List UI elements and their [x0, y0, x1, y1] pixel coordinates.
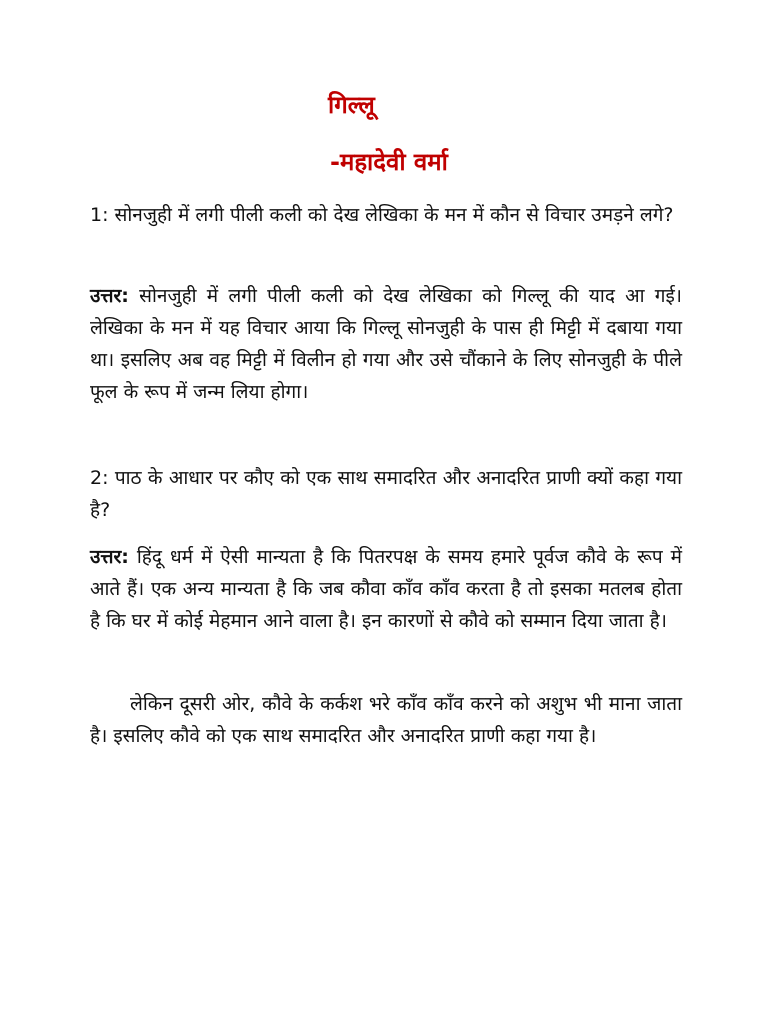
question-2-text: पाठ के आधार पर कौए को एक साथ समादरित और अनादरित प्राणी क्यों कहा गया है?: [90, 467, 682, 521]
answer-1-text: सोनजुही में लगी पीली कली को देख लेखिका को गिल्लू की याद आ गई। लेखिका के मन में यह विचार आया कि गिल्लू सोनजुही के पास ही मिट्टी में दबाया गया था। इसलिए अब वह मिट्टी में विलीन हो गया और उसे चौंकाने के लिए सोनजुही के पीले फूल के रूप में जन्म लिया होगा।: [90, 285, 682, 403]
question-1-text: सोनजुही में लगी पीली कली को देख लेखिका के मन में कौन से विचार उमड़ने लगे?: [114, 204, 674, 226]
answer-1-label: उत्तर:: [90, 285, 129, 307]
question-1: [90, 199, 682, 231]
author-name: -महादेवी वर्मा: [330, 148, 448, 176]
answer-2: [90, 541, 682, 637]
answer-2-text: हिंदू धर्म में ऐसी मान्यता है कि पितरपक्ष के समय हमारे पूर्वज कौवे के रूप में आते हैं। एक अन्य मान्यता है कि जब कौवा काँव काँव करता है तो इसका मतलब होता है कि घर में कोई मेहमान आने वाला है। इन कारणों से कौवे को सम्मान दिया जाता है।: [90, 546, 682, 632]
answer-2-label: उत्तर:: [90, 546, 129, 568]
answer-2-continued: लेकिन दूसरी ओर, कौवे के कर्कश भरे काँव काँव करने को अशुभ भी माना जाता है। इसलिए कौवे को एक साथ समादरित और अनादरित प्राणी कहा गया है।: [90, 693, 682, 747]
question-2: [90, 462, 682, 526]
question-1-number: 1:: [90, 204, 109, 226]
question-2-number: 2:: [90, 467, 109, 489]
answer-1: [90, 280, 682, 408]
document-title: गिल्लू: [328, 91, 375, 119]
